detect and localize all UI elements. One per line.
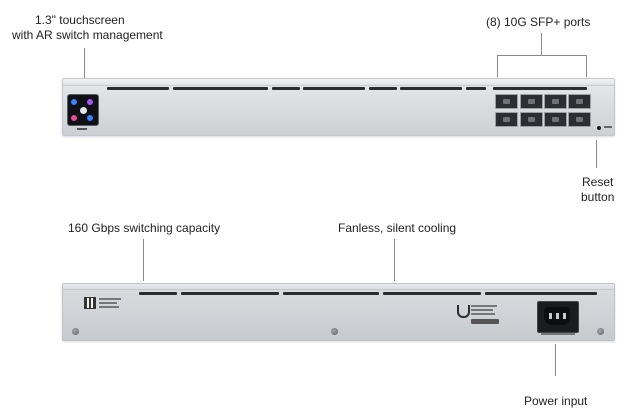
touchscreen-display-icon[interactable]	[67, 94, 99, 126]
sfp-port-cage	[491, 93, 589, 129]
sfp-bracket-left	[497, 55, 498, 77]
touchscreen-callout-line2: with AR switch management	[12, 28, 163, 42]
front-vent	[107, 87, 169, 90]
touchscreen-callout-line1: 1.3" touchscreen	[35, 13, 125, 27]
rear-vent	[383, 292, 481, 295]
screw-icon	[72, 328, 79, 335]
reset-callout-line1: Reset	[582, 175, 614, 189]
screen-app-dot	[87, 99, 93, 105]
rear-label-text	[99, 302, 117, 304]
reset-label	[604, 126, 612, 128]
rear-spec-text	[471, 309, 493, 311]
iec-power-connector-icon[interactable]	[537, 301, 579, 333]
front-vent	[303, 87, 365, 90]
power-socket	[544, 307, 570, 325]
power-leader-line	[555, 344, 556, 376]
sfp-port-icon[interactable]	[568, 112, 591, 127]
power-pin	[549, 313, 552, 319]
front-model-label	[77, 128, 87, 130]
rear-vent	[485, 292, 597, 295]
reset-callout-line2: button	[581, 190, 615, 204]
screen-app-dot	[71, 99, 77, 105]
rear-vent	[283, 292, 379, 295]
front-vent	[369, 87, 397, 90]
sfp-ports-callout: (8) 10G SFP+ ports	[486, 15, 591, 29]
switching-capacity-callout: 160 Gbps switching capacity	[68, 221, 221, 235]
sfp-bracket-bar	[497, 55, 587, 56]
switch-rear-panel	[62, 283, 615, 341]
sfp-port-icon[interactable]	[495, 94, 518, 109]
sfp-port-icon[interactable]	[544, 94, 567, 109]
power-rating-label	[541, 333, 575, 335]
reset-pinhole-icon[interactable]	[597, 126, 601, 130]
sfp-bracket-stem	[541, 33, 542, 55]
sfp-port-icon[interactable]	[544, 112, 567, 127]
front-vent	[272, 87, 300, 90]
screw-icon	[331, 328, 338, 335]
switch-front-panel	[62, 78, 615, 136]
sfp-port-icon[interactable]	[520, 112, 543, 127]
screen-app-dot	[80, 107, 87, 114]
sfp-port-icon[interactable]	[520, 94, 543, 109]
rear-label-text	[99, 298, 121, 300]
front-vent	[400, 87, 462, 90]
front-vent	[466, 87, 486, 90]
screen-app-dot	[71, 115, 77, 121]
rear-vent	[181, 292, 279, 295]
switching-capacity-leader-line	[143, 239, 144, 281]
sfp-port-icon[interactable]	[495, 112, 518, 127]
front-top-edge	[63, 79, 614, 86]
rear-spec-text	[471, 313, 495, 315]
power-input-callout: Power input	[524, 394, 588, 408]
sfp-port-icon[interactable]	[568, 94, 591, 109]
rear-spec-text	[471, 305, 497, 307]
cooling-callout: Fanless, silent cooling	[338, 221, 457, 235]
power-pin	[563, 313, 566, 319]
front-vent	[493, 87, 587, 90]
screen-app-dot	[87, 115, 93, 121]
rear-top-edge	[63, 284, 614, 290]
ubiquiti-logo-icon	[457, 305, 470, 318]
touchscreen-leader-line	[84, 48, 85, 78]
reset-leader-line	[596, 140, 597, 168]
front-vent	[206, 87, 268, 90]
power-pin	[556, 313, 559, 319]
cooling-leader-line	[394, 239, 395, 281]
certification-marks	[471, 319, 499, 324]
screw-icon	[597, 328, 604, 335]
rear-label-text	[99, 306, 119, 308]
qr-code-icon	[84, 297, 96, 309]
front-vent	[173, 87, 209, 90]
sfp-bracket-right	[586, 55, 587, 77]
rear-vent	[139, 292, 177, 295]
